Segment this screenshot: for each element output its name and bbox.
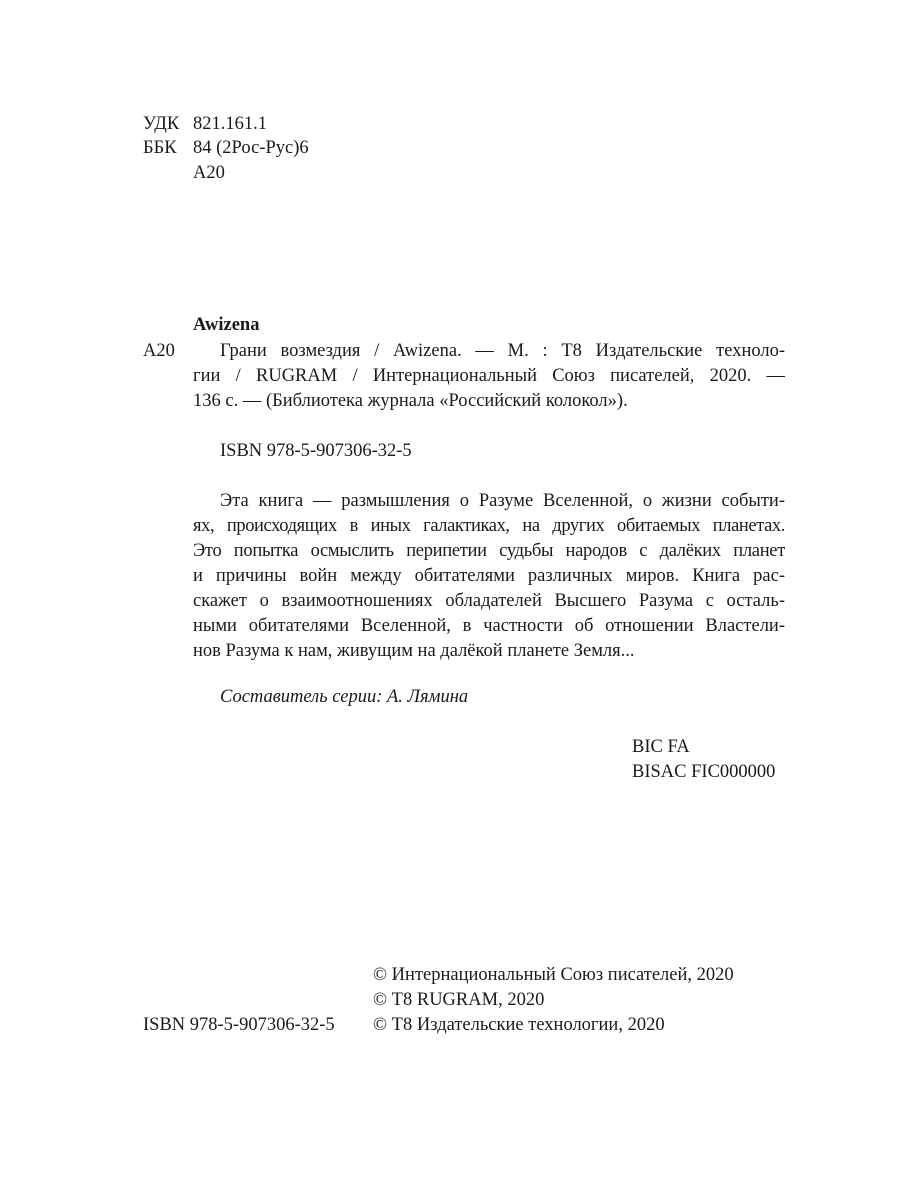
author-mark: А20 [193,163,225,183]
record-author-mark: А20 [143,341,175,361]
annotation-line: Это попытка осмыслить перипетии судьбы народов с далёких планет [193,541,785,561]
annotation-line: скажет о взаимоотношениях обладателей Высшего Разума с осталь- [193,591,785,611]
copyright-line: © Интернациональный Союз писателей, 2020 [373,965,734,985]
annotation-line: ными обитателями Вселенной, в частности об отношении Властели- [193,616,785,636]
record-line: 136 с. — (Библиотека журнала «Российский колокол»). [193,391,628,411]
copyright-line: © Т8 Издательские технологии, 2020 [373,1015,665,1035]
annotation-line: и причины войн между обитателями различных миров. Книга рас- [193,566,785,586]
annotation-line: нов Разума к нам, живущим на далёкой планете Земля... [193,641,635,661]
record-line: Грани возмездия / Awizena. — М. : Т8 Издательские техноло- [220,341,785,361]
record-isbn: ISBN 978-5-907306-32-5 [220,441,412,461]
annotation-line: Эта книга — размышления о Разуме Вселенной, о жизни событи- [220,491,785,511]
annotation-line: ях, происходящих в иных галактиках, на других обитаемых планетах. [193,516,785,536]
series-compiler: Составитель серии: А. Лямина [220,687,469,707]
record-line: гии / RUGRAM / Интернациональный Союз писателей, 2020. — [193,366,785,386]
bbk-value: 84 (2Рос-Рус)6 [193,138,309,158]
udk-label: УДК [143,114,180,134]
udk-value: 821.161.1 [193,114,267,134]
bisac-code: BISAC FIC000000 [632,762,776,782]
bic-code: BIC FA [632,737,690,757]
record-author: Awizena [193,315,260,335]
footer-isbn: ISBN 978-5-907306-32-5 [143,1015,335,1035]
copyright-line: © Т8 RUGRAM, 2020 [373,990,545,1010]
bbk-label: ББК [143,138,177,158]
